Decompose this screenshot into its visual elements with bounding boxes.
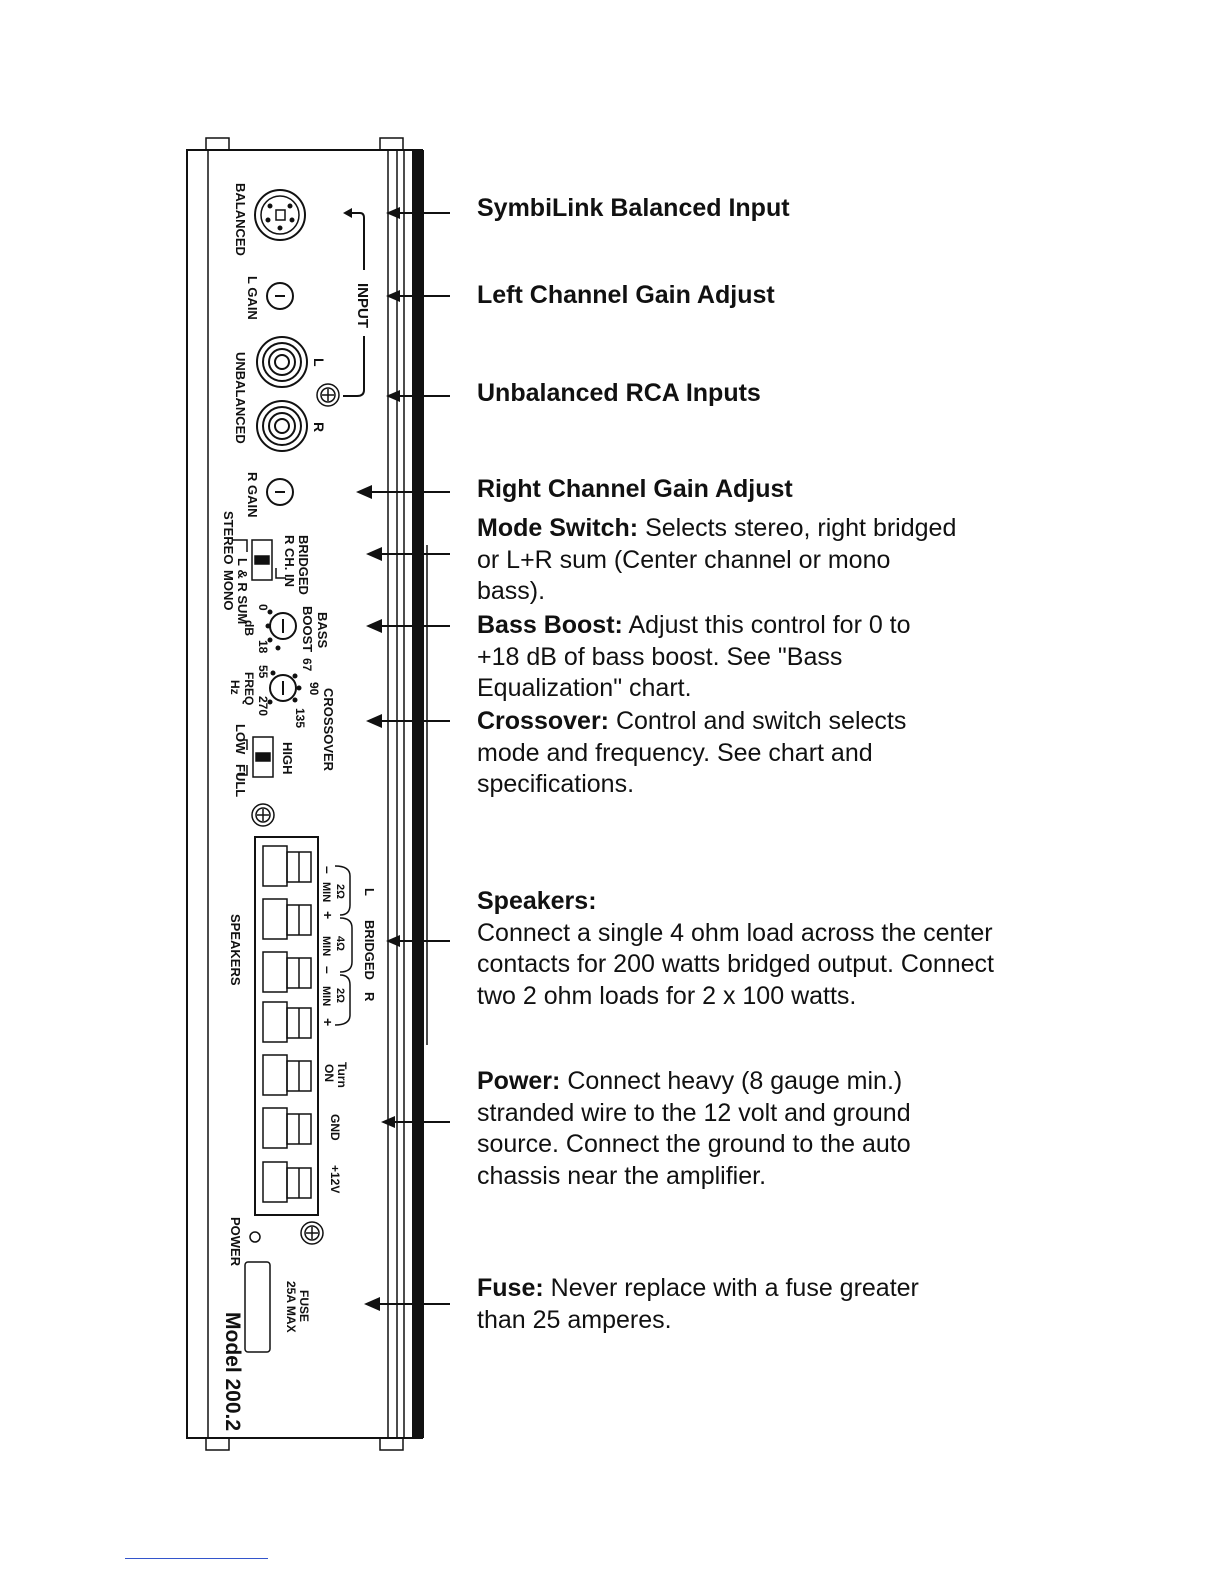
on-label: ON (322, 1064, 336, 1082)
db-18-label: 18 (256, 640, 270, 654)
min-4ohm-bottom: MIN (320, 936, 332, 957)
callout-title: Speakers: (477, 887, 597, 915)
freq-135-label: 135 (293, 708, 307, 729)
r-gain-pot (267, 479, 293, 505)
stereo-label: STEREO (221, 511, 236, 565)
min-4ohm-top: 4Ω (334, 936, 346, 951)
bridged-label: BRIDGED (296, 535, 311, 595)
callout-title: Bass Boost: (477, 611, 623, 639)
rch-in-label: R CH. IN (282, 535, 297, 587)
callout-desc: Adjust this control for 0 to +18 dB of bass boost. See "Bass Equalization" chart. (477, 611, 911, 702)
l-gain-pot (267, 283, 293, 309)
balanced-label: BALANCED (233, 183, 248, 256)
callout-title: SymbiLink Balanced Input (477, 194, 790, 222)
callout-title: Power: (477, 1067, 561, 1095)
freq-270-label: 270 (256, 696, 270, 717)
power-led (250, 1232, 260, 1242)
min-2ohm-r-top: 2Ω (334, 988, 346, 1003)
fuse-rating-label: 25A MAX (284, 1281, 298, 1333)
terminal-block (255, 837, 318, 1215)
boost-label: BOOST (300, 606, 315, 653)
fuse-holder (245, 1262, 270, 1352)
l-gain-label: L GAIN (245, 276, 260, 320)
callout-power (477, 1066, 957, 1192)
leader-lines (370, 213, 450, 1304)
plus-sign: + (320, 911, 336, 920)
hz-label: Hz (228, 680, 242, 695)
model-label: Model 200.2 (221, 1312, 244, 1432)
mount-screw-icon (301, 1222, 323, 1244)
full-label: FULL (233, 764, 248, 798)
db-0-label: 0 (256, 604, 270, 611)
callout-mode-switch (477, 513, 957, 608)
leader-arrowheads (356, 207, 400, 1311)
symbilink-connector (255, 190, 305, 240)
mount-screw-icon (317, 384, 339, 406)
callout-rca-inputs (477, 378, 1097, 410)
freq-label: FREQ (242, 672, 256, 706)
callout-desc: Never replace with a fuse greater than 25 amperes. (477, 1274, 919, 1334)
mono-label: MONO (221, 570, 236, 611)
callout-speakers (477, 886, 1037, 1012)
callout-title: Unbalanced RCA Inputs (477, 379, 761, 407)
fuse-label: FUSE (297, 1290, 311, 1323)
speakers-label: SPEAKERS (228, 914, 243, 986)
freq-90-label: 90 (307, 682, 321, 696)
unbalanced-label: UNBALANCED (233, 352, 248, 444)
callout-left-gain (477, 280, 1097, 312)
rca-l-label: L (311, 358, 327, 367)
gnd-label: GND (328, 1114, 342, 1141)
callout-desc: Connect a single 4 ohm load across the center contacts for 200 watts bridged output. Connect two 2 ohm loads for 2 x 100 watts. (477, 918, 994, 1010)
footer-rule (125, 1558, 268, 1559)
bass-label: BASS (315, 612, 330, 649)
callout-title: Left Channel Gain Adjust (477, 281, 775, 309)
bass-boost-knob (270, 613, 296, 639)
min-2ohm-l-top: 2Ω (334, 884, 346, 899)
callout-title: Mode Switch: (477, 514, 639, 542)
bridged-speaker-label: BRIDGED (362, 920, 377, 980)
r-gain-label: R GAIN (245, 472, 260, 518)
callout-fuse (477, 1273, 967, 1336)
min-2ohm-r-bottom: MIN (320, 986, 332, 1007)
callout-bass-boost (477, 610, 917, 705)
callout-title: Crossover: (477, 707, 609, 735)
callout-right-gain (477, 474, 1097, 506)
callout-desc: Control and switch selects mode and frequency. See chart and specifications. (477, 707, 907, 798)
input-bracket-arrow (343, 208, 352, 218)
input-label: INPUT (354, 283, 371, 328)
speaker-l-label: L (362, 888, 377, 896)
high-label: HIGH (280, 742, 295, 775)
callout-title: Right Channel Gain Adjust (477, 475, 793, 503)
callout-desc: Connect heavy (8 gauge min.) stranded wire to the 12 volt and ground source. Connect the ground to the auto chassis near the amplifier. (477, 1067, 911, 1190)
chassis (187, 138, 427, 1450)
turn-label: Turn (335, 1062, 349, 1088)
freq-55-label: 55 (256, 665, 270, 679)
speaker-r-label: R (362, 992, 377, 1002)
low-label: LOW (233, 724, 248, 755)
plus-sign: + (320, 1018, 336, 1027)
minus-sign: – (320, 966, 336, 974)
db-label: dB (242, 620, 256, 636)
crossover-label: CROSSOVER (321, 688, 336, 772)
callout-crossover (477, 706, 957, 801)
min-2ohm-l-bottom: MIN (320, 882, 332, 903)
rca-left-jack (257, 337, 307, 387)
heatsink-bar (412, 150, 424, 1438)
minus-sign: – (320, 866, 336, 874)
power-label: POWER (228, 1217, 243, 1267)
callout-title: Fuse: (477, 1274, 544, 1302)
mount-screw-icon (252, 804, 274, 826)
plus12v-label: +12V (328, 1165, 342, 1194)
lr-sum-label: L & R SUM (235, 558, 250, 625)
callout-symbilink (477, 193, 1097, 225)
rca-r-label: R (311, 422, 327, 433)
freq-67-label: 67 (300, 658, 314, 672)
callout-desc: Selects stereo, right bridged or L+R sum (Center channel or mono bass). (477, 514, 957, 605)
crossover-freq-knob (270, 675, 296, 701)
rca-right-jack (257, 401, 307, 451)
